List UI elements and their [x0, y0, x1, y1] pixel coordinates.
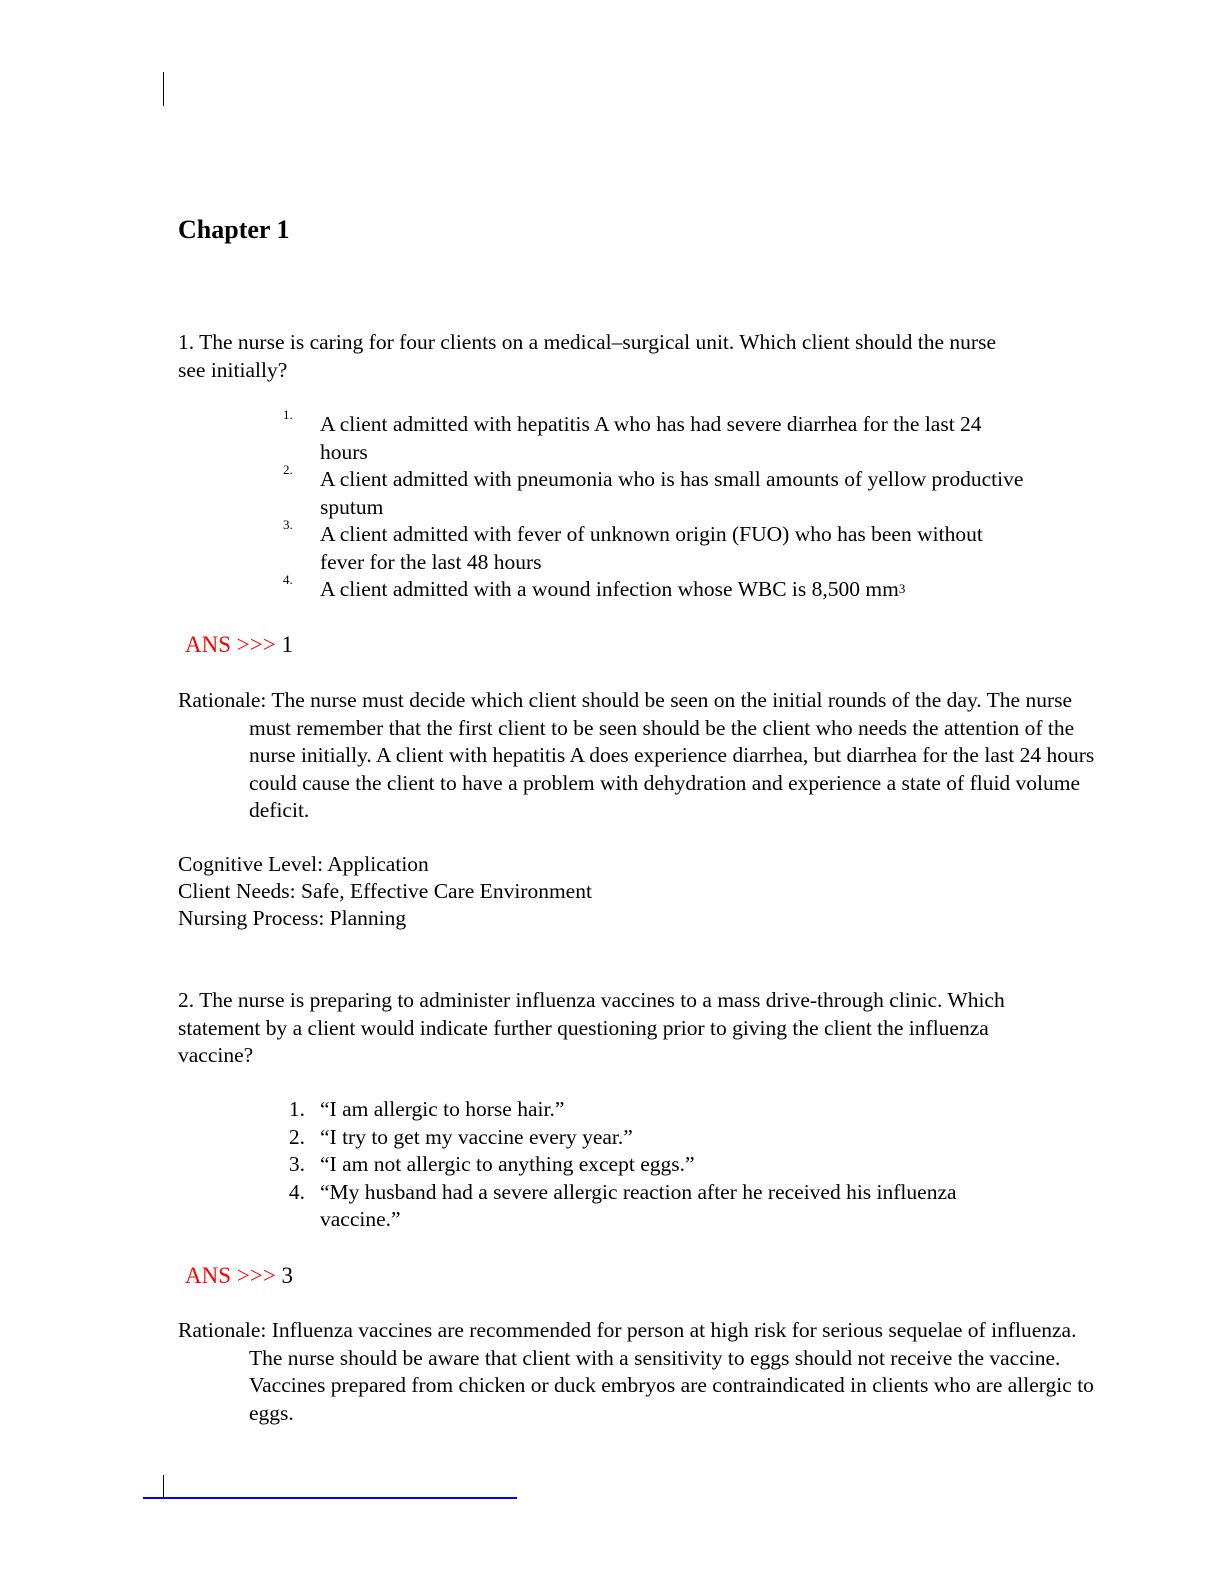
question-2-option-3: [283, 1151, 1028, 1179]
nursing-process: Nursing Process: Planning: [178, 906, 407, 930]
question-1-options: [283, 407, 1028, 604]
question-1-stem: 1. The nurse is caring for four clients on a medical–surgical unit. Which client should the nurse see initially?: [178, 330, 996, 382]
answer-label: ANS >>>: [185, 1263, 276, 1288]
question-1-rationale: Rationale: The nurse must decide which client should be seen on the initial rounds of the day. The nurse must remember that the first client to be seen should be the client who needs the attention of the nurse initially. A client with hepatitis A does experience diarrhea, but diarrhea for the last 24 hours could cause the client to have a problem with dehydration and experience a state of fluid volume deficit.: [178, 688, 1095, 822]
question-2-answer: [185, 1261, 293, 1291]
client-needs: Client Needs: Safe, Effective Care Environment: [178, 879, 592, 903]
footnote-separator-line: [143, 1497, 517, 1499]
question-2-options: [283, 1096, 1028, 1234]
option-text: “I am allergic to horse hair.”: [320, 1097, 565, 1121]
option-text: A client admitted with hepatitis A who has had severe diarrhea for the last 24 hours: [320, 412, 982, 464]
answer-value: 3: [275, 1263, 293, 1288]
question-2-option-1: [283, 1096, 1028, 1124]
revision-change-bar-top: [163, 72, 164, 106]
option-text: A client admitted with a wound infection whose WBC is 8,500 mm: [320, 577, 899, 601]
superscript: 3: [898, 581, 906, 596]
answer-label: ANS >>>: [185, 632, 276, 657]
question-1-option-1: [283, 407, 1028, 466]
question-2-option-4: [283, 1179, 1028, 1234]
option-number: 1.: [288, 1097, 305, 1121]
option-text: A client admitted with pneumonia who is has small amounts of yellow productive sputum: [320, 467, 1024, 519]
option-text: “I am not allergic to anything except eggs.”: [320, 1152, 695, 1176]
question-2-stem: 2. The nurse is preparing to administer influenza vaccines to a mass drive-through clinic. Which statement by a client would indicate further questioning prior to giving the client the influenza vaccine?: [178, 988, 1005, 1067]
option-number: 2.: [288, 1124, 305, 1149]
question-1-option-2: [283, 462, 1028, 521]
option-number: 3.: [288, 1152, 305, 1176]
question-1-answer: [185, 630, 293, 660]
question-1-option-3: [283, 517, 1028, 576]
question-1-option-4: [283, 572, 1028, 604]
question-2-rationale: Rationale: Influenza vaccines are recommended for person at high risk for serious sequelae of influenza. The nurse should be aware that client with a sensitivity to eggs should not receive the vaccine. Vaccines prepared from chicken or duck embryos are contraindicated in clients who are allergic to eggs.: [178, 1318, 1094, 1425]
option-number: 3.: [283, 517, 293, 532]
option-number: 2.: [283, 462, 293, 477]
option-text: A client admitted with fever of unknown origin (FUO) who has been without fever for the last 48 hours: [320, 522, 983, 574]
revision-change-bar-bottom: [163, 1475, 164, 1497]
answer-value: 1: [275, 632, 293, 657]
question-2-option-2: [283, 1124, 1028, 1152]
option-number: 4.: [288, 1179, 305, 1204]
chapter-title: Chapter 1: [178, 215, 290, 244]
option-text: “My husband had a severe allergic reaction after he received his influenza vaccine.”: [320, 1179, 957, 1231]
option-number: 1.: [283, 407, 293, 422]
option-text: “I try to get my vaccine every year.”: [320, 1124, 633, 1149]
option-number: 4.: [283, 572, 293, 587]
cognitive-level: Cognitive Level: Application: [178, 852, 429, 876]
